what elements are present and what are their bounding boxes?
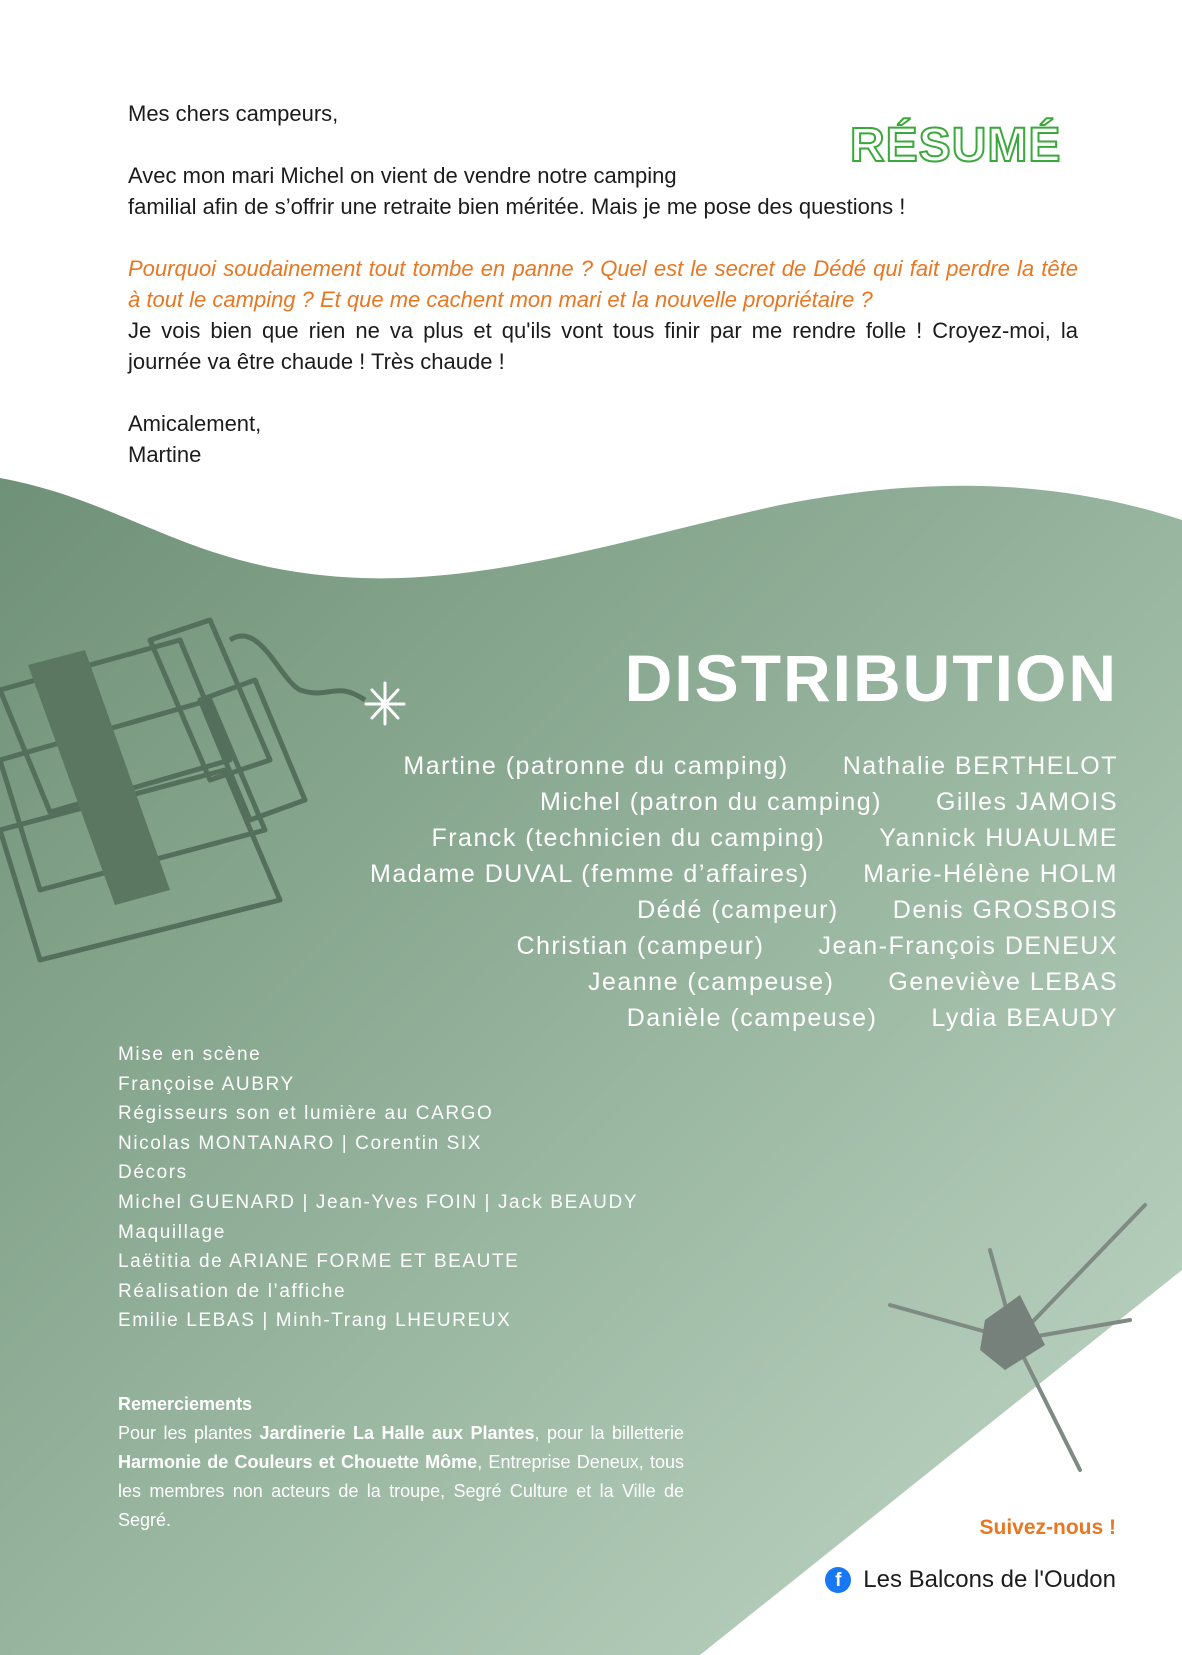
cast-actor: Lydia BEAUDY [931, 1004, 1118, 1032]
thanks-text [118, 1419, 684, 1535]
facebook-link[interactable] [825, 1566, 1116, 1594]
thanks-text-part: , Entreprise Deneux, tous les membres non acteurs de la troupe, Segré Culture et la Ville de Segré. [118, 1452, 684, 1530]
cast-actor: Denis GROSBOIS [892, 896, 1118, 924]
letter-greeting: Mes chers campeurs, [128, 101, 339, 126]
credit-names: Emilie LEBAS | Minh-Trang LHEUREUX [118, 1310, 512, 1332]
letter-signature: Martine [128, 442, 202, 467]
resume-title: RÉSUMÉ [850, 119, 1062, 172]
cast-role: Christian (campeur) [516, 932, 765, 960]
credit-names: Nicolas MONTANARO | Corentin SIX [118, 1132, 483, 1154]
letter-closing: Amicalement, [128, 411, 262, 436]
spark-icon [366, 683, 404, 724]
cast-actor: Yannick HUAULME [879, 824, 1118, 852]
letter-para1-line1: Avec mon mari Michel on vient de vendre notre camping [128, 163, 677, 188]
cast-list [218, 748, 1118, 1036]
cast-actor: Marie-Hélène HOLM [863, 860, 1118, 888]
cast-role: Martine (patronne du camping) [403, 752, 789, 780]
cast-row [218, 748, 1118, 784]
facebook-icon: f [825, 1567, 851, 1593]
letter-questions: Pourquoi soudainement tout tombe en panne ? Quel est le secret de Dédé qui fait perdre la tête à tout le camping ? Et que me cachent mon mari et la nouvelle propriétaire ? [128, 256, 1078, 312]
cast-row [218, 856, 1118, 892]
cast-actor: Gilles JAMOIS [935, 788, 1118, 816]
thanks-text-part: Pour les plantes [118, 1423, 260, 1443]
credit-heading: Régisseurs son et lumière au CARGO [118, 1103, 494, 1125]
cast-role: Franck (technicien du camping) [431, 824, 826, 852]
cast-row [218, 964, 1118, 1000]
cast-role: Danièle (campeuse) [626, 1004, 878, 1032]
thanks-text-part: , pour la billetterie [534, 1423, 685, 1443]
cast-actor: Nathalie BERTHELOT [842, 752, 1118, 780]
credit-heading: Maquillage [118, 1221, 226, 1243]
cast-actor: Jean-François DENEUX [818, 932, 1118, 960]
credit-heading: Réalisation de l’affiche [118, 1280, 347, 1302]
cast-role: Michel (patron du camping) [540, 788, 882, 816]
cast-row [218, 820, 1118, 856]
distribution-title: DISTRIBUTION [624, 641, 1118, 715]
credit-names: Laëtitia de ARIANE FORME ET BEAUTE [118, 1251, 520, 1273]
cast-role: Jeanne (campeuse) [587, 968, 835, 996]
follow-title: Suivez-nous ! [979, 1516, 1116, 1539]
credit-names: Michel GUENARD | Jean-Yves FOIN | Jack BEAUDY [118, 1191, 639, 1213]
thanks-bold-part: Harmonie de Couleurs et Chouette Môme [118, 1452, 478, 1472]
cast-row [218, 928, 1118, 964]
cast-role: Dédé (campeur) [637, 896, 839, 924]
credit-heading: Décors [118, 1162, 188, 1184]
thanks-section [118, 1390, 684, 1535]
thanks-bold-part: Jardinerie La Halle aux Plantes [259, 1423, 535, 1443]
cast-role: Madame DUVAL (femme d’affaires) [370, 860, 810, 888]
credit-heading: Mise en scène [118, 1044, 262, 1065]
cast-row [218, 784, 1118, 820]
thanks-title: Remerciements [118, 1394, 253, 1414]
credit-names: Françoise AUBRY [118, 1073, 295, 1095]
letter-para1-line2: familial afin de s’offrir une retraite bien méritée. Mais je me pose des questions ! [128, 194, 906, 219]
facebook-page-name: Les Balcons de l'Oudon [863, 1566, 1116, 1593]
cast-row [218, 1000, 1118, 1036]
cast-actor: Geneviève LEBAS [888, 968, 1118, 996]
credits-list [118, 1040, 638, 1336]
letter-para3: Je vois bien que rien ne va plus et qu'ils vont tous finir par me rendre folle ! Croyez-moi, la journée va être chaude ! Très chaude ! [128, 318, 1078, 374]
cast-row [218, 892, 1118, 928]
